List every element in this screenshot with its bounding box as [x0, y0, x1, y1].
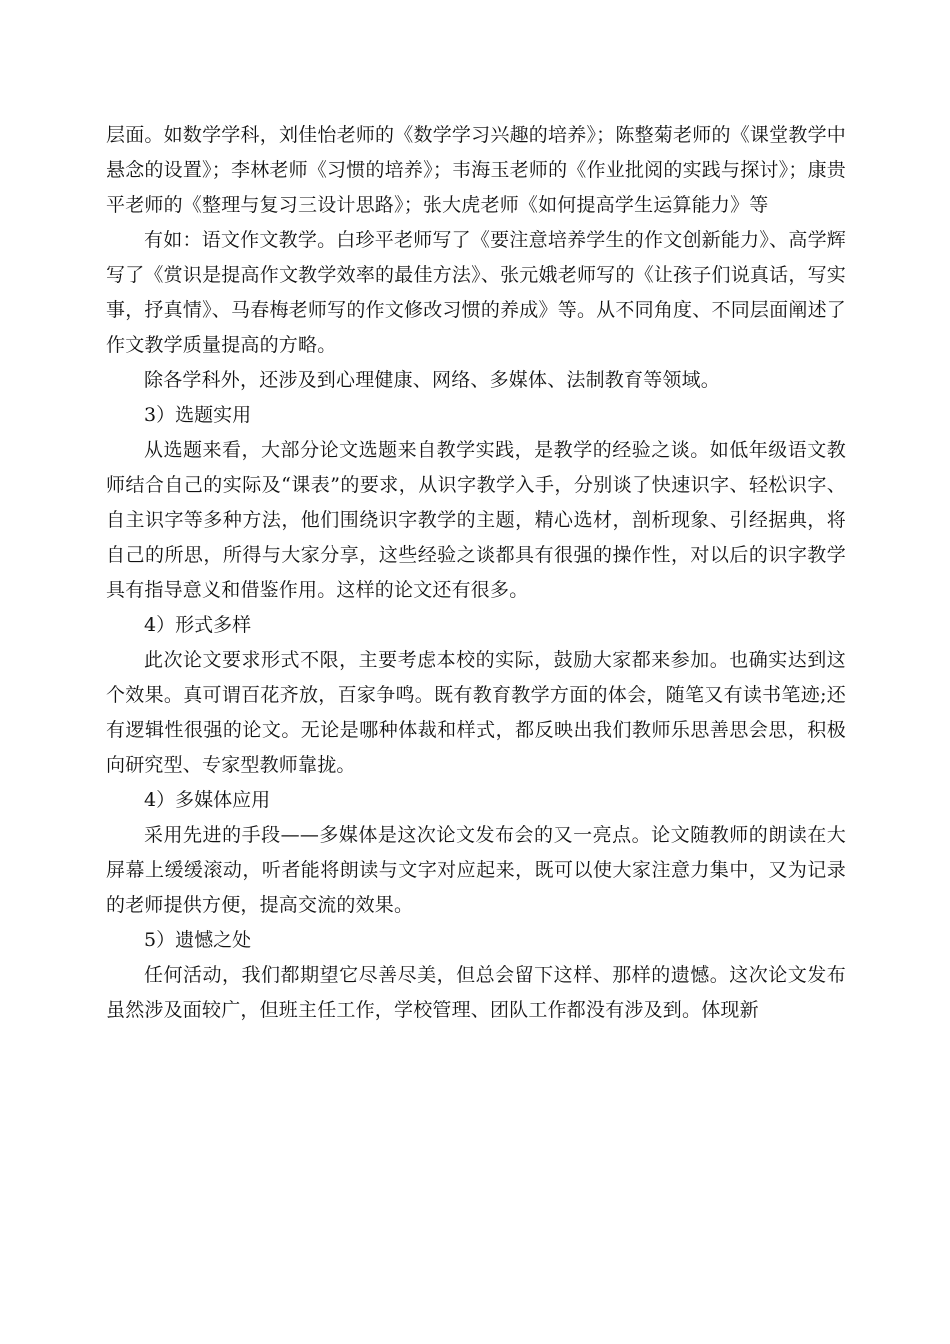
paragraph-other-fields: 除各学科外，还涉及到心理健康、网络、多媒体、法制教育等领域。 — [144, 369, 721, 391]
paragraph-composition-teaching: 有如：语文作文教学。白珍平老师写了《要注意培养学生的作文创新能力》、高学辉写了《赏识是提高作文教学效率的最佳方法》、张元娥老师写的《让孩子们说真话，写实事，抒真情》、马春梅老师写的作文修改习惯的养成》等。从不同角度、不同层面阐述了作文教学质量提高的方略。 — [106, 229, 846, 356]
paragraph-math-papers: 层面。如数学学科，刘佳怡老师的《数学学习兴趣的培养》；陈整菊老师的《课堂教学中悬念的设置》；李林老师《习惯的培养》；韦海玉老师的《作业批阅的实践与探讨》；康贵平老师的《整理与复习三设计思路》；张大虎老师《如何提高学生运算能力》等 — [106, 124, 846, 216]
paragraph-diverse-forms: 此次论文要求形式不限，主要考虑本校的实际，鼓励大家都来参加。也确实达到这个效果。真可谓百花齐放，百家争鸣。既有教育教学方面的体会，随笔又有读书笔迹;还有逻辑性很强的论文。无论是哪种体裁和样式，都反映出我们教师乐思善思会思，积极向研究型、专家型教师靠拢。 — [106, 649, 846, 776]
paragraph-regrets: 任何活动，我们都期望它尽善尽美，但总会留下这样、那样的遗憾。这次论文发布虽然涉及面较广，但班主任工作，学校管理、团队工作都没有涉及到。体现新 — [106, 964, 846, 1021]
heading-regrets: 5）遗憾之处 — [144, 929, 252, 951]
heading-multimedia: 4）多媒体应用 — [144, 789, 271, 811]
heading-diverse-forms: 4）形式多样 — [144, 614, 252, 636]
document-body — [106, 118, 846, 1028]
paragraph-practical-topics: 从选题来看，大部分论文选题来自教学实践，是教学的经验之谈。如低年级语文教师结合自己的实际及“课表”的要求，从识字教学入手，分别谈了快速识字、轻松识字、自主识字等多种方法，他们围绕识字教学的主题，精心选材，剖析现象、引经据典，将自己的所思，所得与大家分享，这些经验之谈都具有很强的操作性，对以后的识字教学具有指导意义和借鉴作用。这样的论文还有很多。 — [106, 439, 846, 601]
heading-practical-topics: 3）选题实用 — [144, 404, 252, 426]
paragraph-multimedia: 采用先进的手段——多媒体是这次论文发布会的又一亮点。论文随教师的朗读在大屏幕上缓缓滚动，听者能将朗读与文字对应起来，既可以使大家注意力集中，又为记录的老师提供方便，提高交流的效果。 — [106, 824, 846, 916]
